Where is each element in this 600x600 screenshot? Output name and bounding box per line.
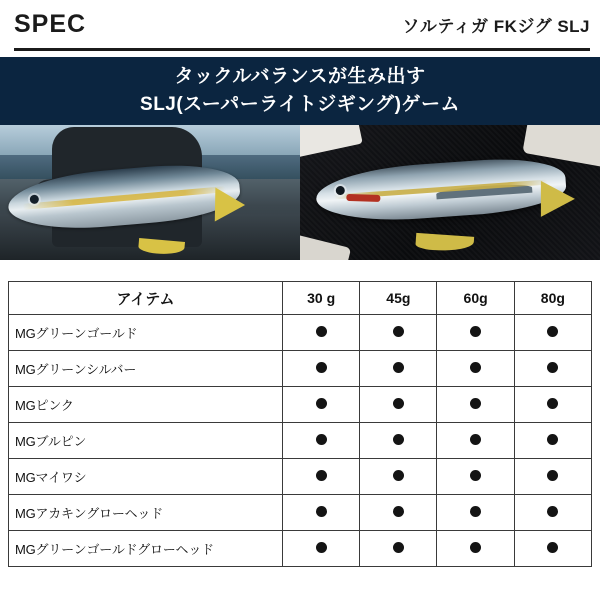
table-body bbox=[9, 315, 592, 567]
table-header-row bbox=[9, 282, 592, 315]
table-head bbox=[9, 282, 592, 315]
available-dot-icon bbox=[547, 326, 558, 337]
available-dot-icon bbox=[470, 434, 481, 445]
availability-cell-60g bbox=[437, 387, 514, 423]
headline-line-2: SLJ(スーパーライトジギング)ゲーム bbox=[140, 94, 460, 115]
available-dot-icon bbox=[316, 434, 327, 445]
table-row bbox=[9, 387, 592, 423]
item-label: MGグリーンシルバー bbox=[9, 351, 283, 387]
availability-cell-45g bbox=[360, 531, 437, 567]
available-dot-icon bbox=[393, 542, 404, 553]
availability-cell-80g bbox=[514, 387, 591, 423]
available-dot-icon bbox=[316, 470, 327, 481]
availability-cell-30g bbox=[283, 351, 360, 387]
fish-tail-icon bbox=[215, 188, 246, 223]
availability-cell-60g bbox=[437, 351, 514, 387]
available-dot-icon bbox=[393, 470, 404, 481]
column-header-item: アイテム bbox=[9, 282, 283, 315]
fish-gill-icon bbox=[346, 194, 380, 202]
available-dot-icon bbox=[470, 326, 481, 337]
table-row bbox=[9, 423, 592, 459]
available-dot-icon bbox=[470, 506, 481, 517]
item-label: MGマイワシ bbox=[9, 459, 283, 495]
table-row bbox=[9, 495, 592, 531]
availability-cell-80g bbox=[514, 423, 591, 459]
available-dot-icon bbox=[470, 398, 481, 409]
table-row bbox=[9, 459, 592, 495]
available-dot-icon bbox=[316, 506, 327, 517]
availability-cell-45g bbox=[360, 423, 437, 459]
headline-banner bbox=[0, 57, 600, 125]
availability-cell-80g bbox=[514, 315, 591, 351]
headline-line-1: タックルバランスが生み出す bbox=[174, 66, 426, 88]
available-dot-icon bbox=[547, 542, 558, 553]
available-dot-icon bbox=[547, 434, 558, 445]
available-dot-icon bbox=[547, 398, 558, 409]
availability-cell-80g bbox=[514, 531, 591, 567]
fish-lateral-stripe bbox=[22, 186, 226, 210]
availability-cell-60g bbox=[437, 531, 514, 567]
angler-holding-yellowtail-on-boat bbox=[0, 125, 300, 260]
table-row bbox=[9, 351, 592, 387]
item-label: MGブルピン bbox=[9, 423, 283, 459]
yellowtail-on-dark-measuring-mat bbox=[300, 125, 600, 260]
availability-cell-30g bbox=[283, 387, 360, 423]
product-name: ソルティガ FKジグ SLJ bbox=[402, 16, 590, 36]
photo-strip bbox=[0, 125, 600, 260]
page-header bbox=[0, 0, 600, 48]
available-dot-icon bbox=[316, 326, 327, 337]
available-dot-icon bbox=[547, 506, 558, 517]
availability-cell-30g bbox=[283, 531, 360, 567]
available-dot-icon bbox=[393, 434, 404, 445]
spec-table-wrapper bbox=[0, 281, 600, 567]
available-dot-icon bbox=[470, 470, 481, 481]
availability-cell-45g bbox=[360, 315, 437, 351]
available-dot-icon bbox=[470, 362, 481, 373]
available-dot-icon bbox=[393, 506, 404, 517]
table-row bbox=[9, 315, 592, 351]
available-dot-icon bbox=[393, 398, 404, 409]
availability-cell-60g bbox=[437, 423, 514, 459]
availability-cell-45g bbox=[360, 387, 437, 423]
table-row bbox=[9, 531, 592, 567]
fish-tail-icon bbox=[541, 181, 575, 217]
availability-cell-45g bbox=[360, 351, 437, 387]
availability-cell-45g bbox=[360, 459, 437, 495]
item-label: MGアカキングローヘッド bbox=[9, 495, 283, 531]
availability-cell-30g bbox=[283, 459, 360, 495]
availability-cell-30g bbox=[283, 495, 360, 531]
availability-cell-80g bbox=[514, 495, 591, 531]
availability-cell-30g bbox=[283, 423, 360, 459]
available-dot-icon bbox=[393, 326, 404, 337]
availability-cell-45g bbox=[360, 495, 437, 531]
available-dot-icon bbox=[470, 542, 481, 553]
column-header-30g: 30 g bbox=[283, 282, 360, 315]
available-dot-icon bbox=[316, 362, 327, 373]
availability-cell-60g bbox=[437, 315, 514, 351]
available-dot-icon bbox=[316, 542, 327, 553]
item-label: MGグリーンゴールドグローヘッド bbox=[9, 531, 283, 567]
available-dot-icon bbox=[316, 398, 327, 409]
column-header-80g: 80g bbox=[514, 282, 591, 315]
item-label: MGピンク bbox=[9, 387, 283, 423]
column-header-60g: 60g bbox=[437, 282, 514, 315]
header-divider bbox=[14, 48, 590, 51]
spec-table bbox=[8, 281, 592, 567]
available-dot-icon bbox=[393, 362, 404, 373]
availability-cell-80g bbox=[514, 459, 591, 495]
availability-cell-60g bbox=[437, 459, 514, 495]
column-header-45g: 45g bbox=[360, 282, 437, 315]
item-label: MGグリーンゴールド bbox=[9, 315, 283, 351]
available-dot-icon bbox=[547, 470, 558, 481]
availability-cell-30g bbox=[283, 315, 360, 351]
availability-cell-60g bbox=[437, 495, 514, 531]
availability-cell-80g bbox=[514, 351, 591, 387]
available-dot-icon bbox=[547, 362, 558, 373]
page-title: SPEC bbox=[14, 9, 87, 38]
